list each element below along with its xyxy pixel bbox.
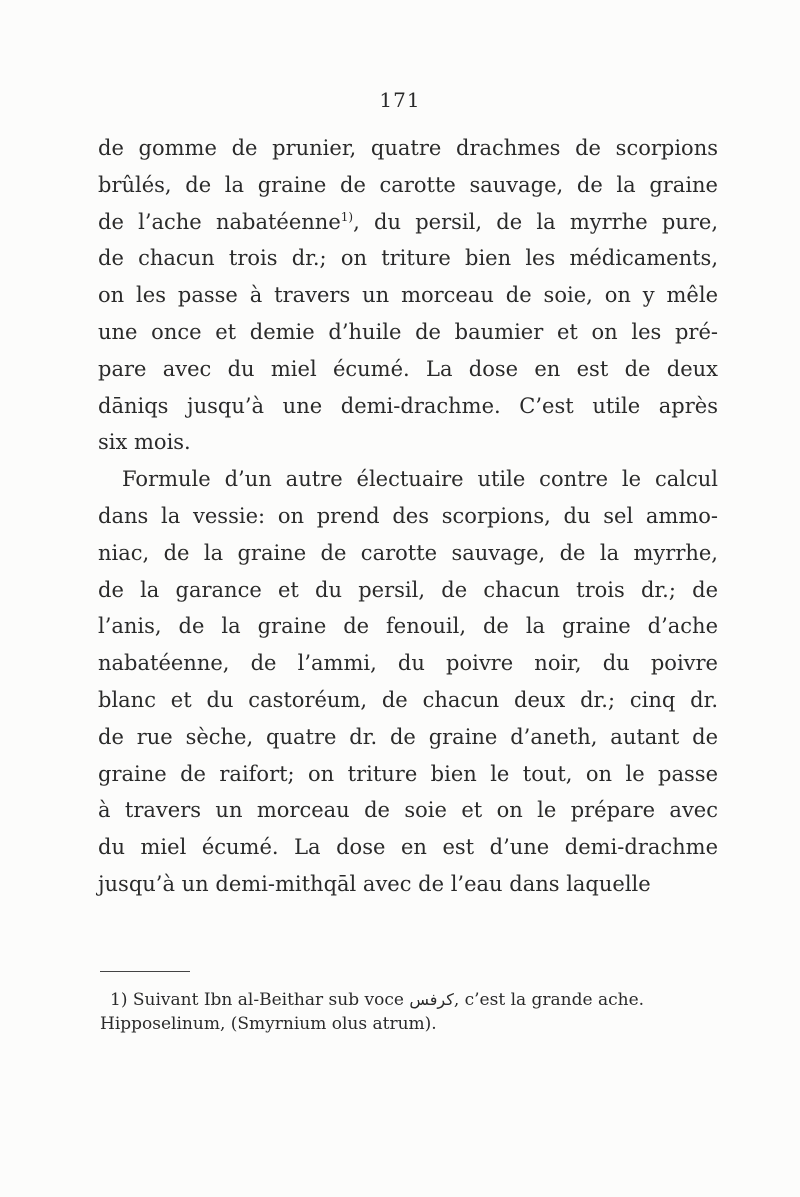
main-text [98,130,718,903]
text-line: de la garance et du persil, de chacun trois dr.; de [98,577,718,602]
footnote-marker: 1) [110,990,128,1010]
text-line: Formule d’un autre électuaire utile contre le calcul [122,467,718,492]
text-line: blanc et du castoréum, de chacun deux dr.; cinq dr. [98,687,718,712]
text-line: de gomme de prunier, quatre drachmes de scorpions [98,136,718,160]
text-line: niac, de la graine de carotte sauvage, de la myrrhe, [98,540,718,565]
text-line: brûlés, de la graine de carotte sauvage, de la graine [98,172,718,197]
footnote [100,988,740,1036]
footnote-line [100,988,740,1012]
text-line: de rue sèche, quatre dr. de graine d’aneth, autant de [98,724,718,749]
footnote-text: , c’est la grande ache. [453,990,645,1010]
footnote-line: Hipposelinum, (Smyrnium olus atrum). [100,1014,437,1034]
text-line: dans la vessie: on prend des scorpions, du sel ammo- [98,503,718,528]
text-fragment: , du persil, de la myrrhe pure, [353,209,718,234]
footnote-reference: 1) [340,209,354,224]
text-line: nabatéenne, de l’ammi, du poivre noir, du poivre [98,651,718,676]
text-line: pare avec du miel écumé. La dose en est de deux [98,356,718,381]
footnote-separator [100,971,190,972]
text-line: l’anis, de la graine de fenouil, de la graine d’ache [98,614,718,639]
text-line: six mois. [98,430,191,455]
text-line: à travers un morceau de soie et on le prépare avec [98,798,718,823]
text-fragment: de l’ache nabatéenne [98,209,341,234]
text-line: du miel écumé. La dose en est d’une demi-drachme [98,835,718,860]
page-number: 171 [379,88,421,112]
text-line [98,204,718,241]
text-line: jusqu’à un demi-mithqāl avec de l’eau dans laquelle [98,871,651,896]
text-line: de chacun trois dr.; on triture bien les médicaments, [98,246,718,271]
text-line: graine de raifort; on triture bien le tout, on le passe [98,761,718,786]
text-line: une once et demie d’huile de baumier et on les pré- [98,319,718,344]
arabic-term: كرفس [409,990,454,1009]
text-line: on les passe à travers un morceau de soie, on y mêle [98,283,718,308]
footnote-text: Suivant Ibn al-Beithar sub voce [132,990,404,1010]
text-line: dāniqs jusqu’à une demi-drachme. C’est utile après [98,393,718,418]
